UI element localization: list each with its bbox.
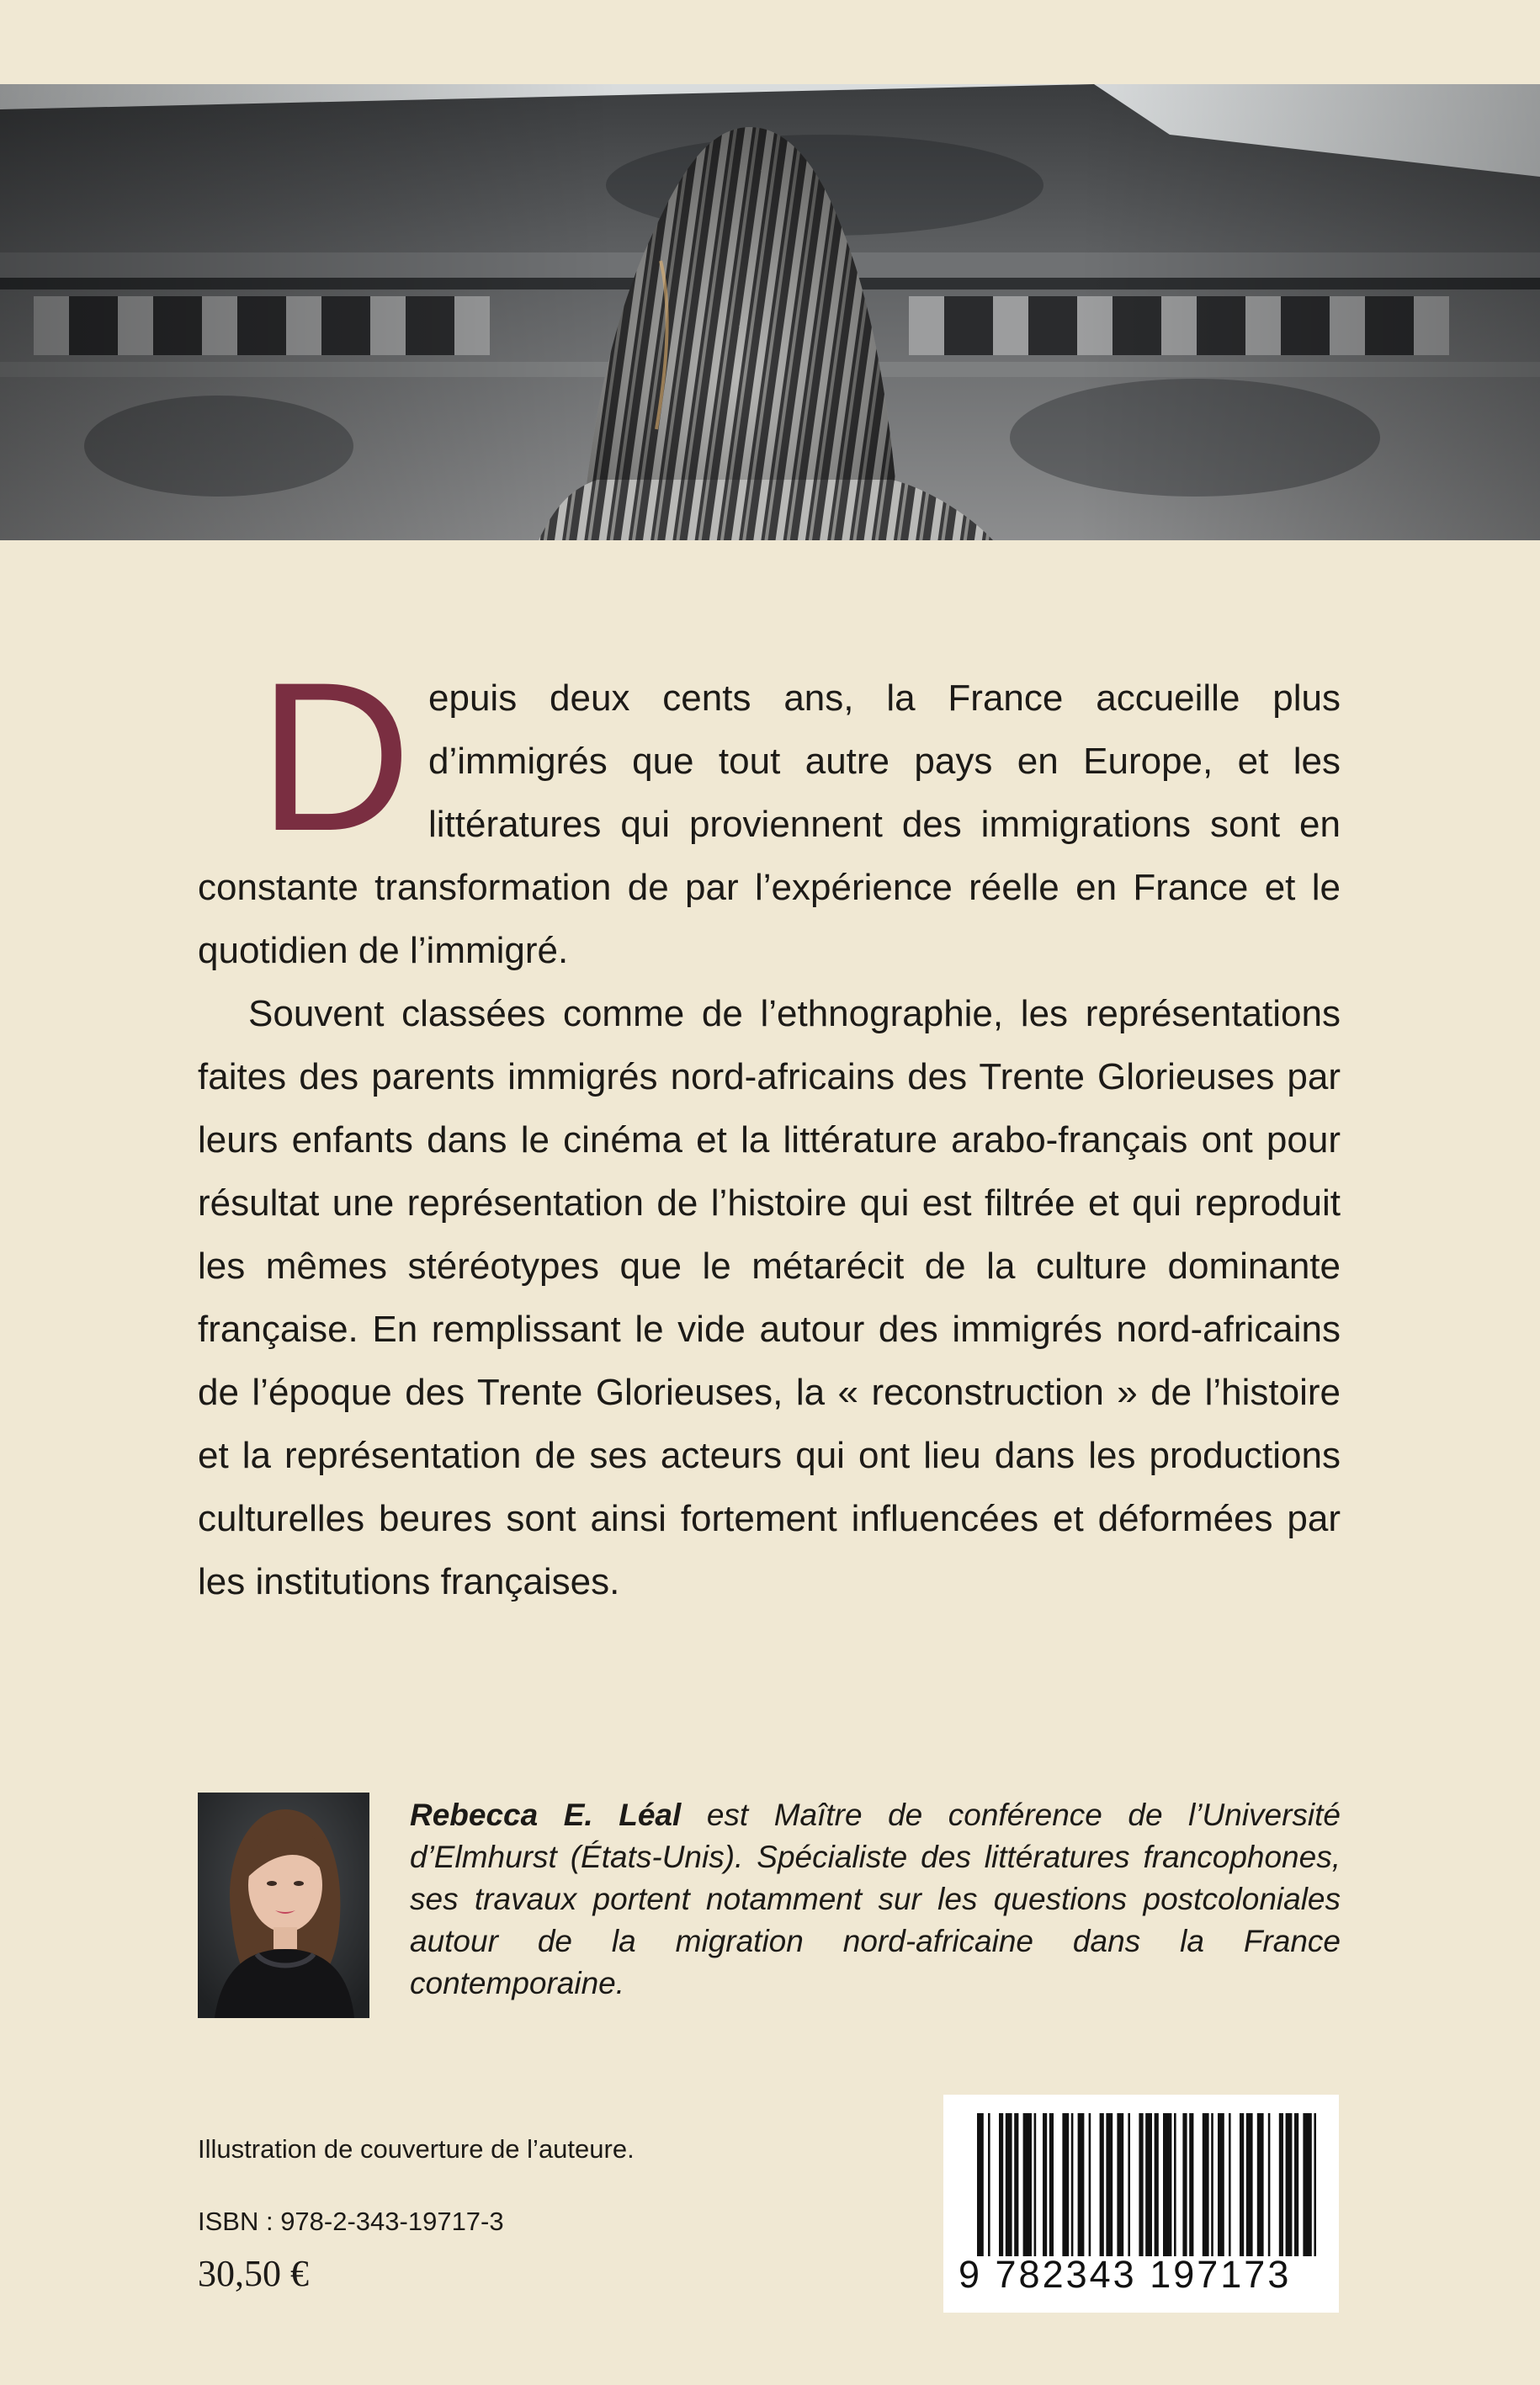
blurb xyxy=(198,639,1341,1613)
price: 30,50 € xyxy=(198,2253,309,2294)
author-bio xyxy=(410,1794,1341,2005)
blurb-paragraph-1 xyxy=(198,639,1341,982)
isbn: ISBN : 978-2-343-19717-3 xyxy=(198,2207,504,2236)
barcode xyxy=(943,2095,1339,2313)
illustration-credit: Illustration de couverture de l’auteure. xyxy=(198,2134,635,2164)
author-bio-text: est Maître de conférence de l’Université d’Elmhurst (États-Unis). Spécialiste des littératures francophones, ses travaux portent notamment sur les questions postcoloniales autour de la migration nord-africaine dans la France contemporaine. xyxy=(410,1798,1341,2000)
blurb-paragraph-1-text: epuis deux cents ans, la France accueille plus d’immigrés que tout autre pays en Europe, et les littératures qui proviennent des immigrations sont en constante transformation de par l’expérience réelle en France et le quotidien de l’immigré. xyxy=(198,677,1341,971)
author-name: Rebecca E. Léal xyxy=(410,1798,682,1832)
barcode-digits: 9 782343 197173 xyxy=(959,2253,1292,2296)
cover-photo xyxy=(0,84,1540,540)
blurb-paragraph-2: Souvent classées comme de l’ethnographie, les représentations faites des parents immigrés nord-africains des Trente Glorieuses par leurs enfants dans le cinéma et la littérature arabo-français ont pour résultat une représentation de l’histoire qui est filtrée et qui reproduit les mêmes stéréotypes que le métarécit de la culture dominante française. En remplissant le vide autour des immigrés nord-africains de l’époque des Trente Glorieuses, la « reconstruction » de l’histoire et la représentation de ses acteurs qui ont lieu dans les productions culturelles beures sont ainsi fortement influencées et déformées par les institutions françaises. xyxy=(198,993,1341,1602)
barcode-bars xyxy=(960,2113,1322,2256)
author-photo xyxy=(198,1793,369,2018)
drop-cap: D xyxy=(258,639,412,875)
